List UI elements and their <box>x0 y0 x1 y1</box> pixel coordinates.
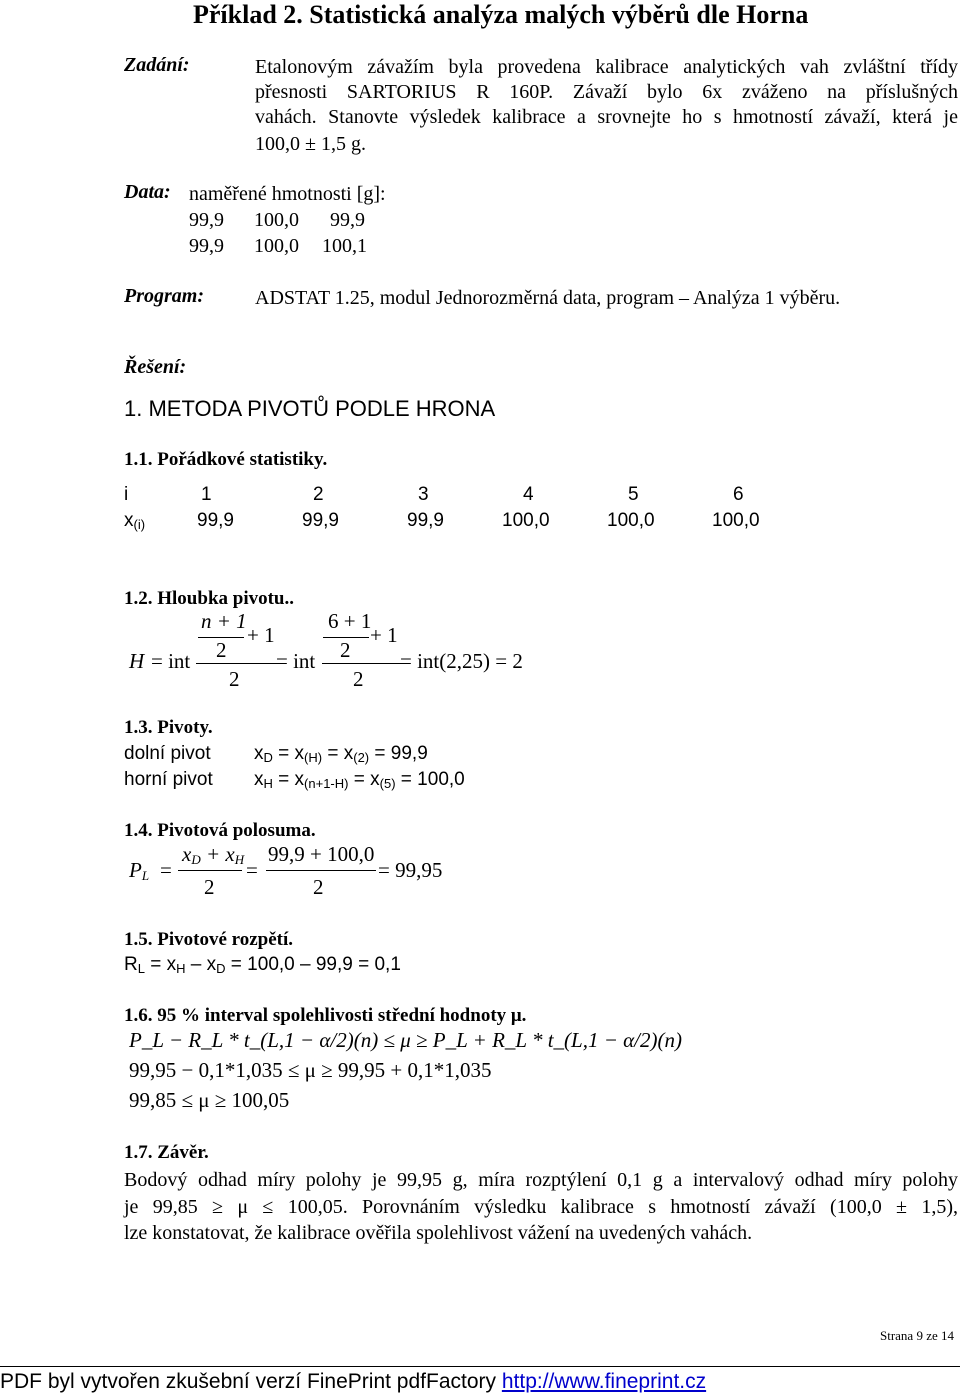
frac2-main-den: 2 <box>353 667 364 691</box>
frac1-plus: + 1 <box>247 623 275 647</box>
data-label: Data: <box>124 181 171 203</box>
data-value: 99,9 <box>189 235 224 257</box>
order-index: 6 <box>733 484 744 505</box>
conclusion-line-2: je 99,85 ≥ μ ≤ 100,05. Porovnáním výsledku kalibrace s hmotností závaží (100,0 ± 1,5), <box>124 1196 958 1218</box>
pl-frac1-bar <box>178 870 242 871</box>
upper-pivot-label: horní pivot <box>124 769 213 790</box>
data-value: 100,0 <box>254 235 299 257</box>
section-1-1-heading: 1.1. Pořádkové statistiky. <box>124 449 328 470</box>
upper-pivot-expr: $x_H = x_{(n+1-H)} = x_{(5)} = 100,0$ <box>254 769 465 791</box>
zadani-line-3: vahách. Stanovte výsledek kalibrace a srovnejte ho s hmotností závaží, která je <box>255 106 958 128</box>
conclusion-line-1: Bodový odhad míry polohy je 99,95 g, míra rozptýlení 0,1 g a intervalový odhad míry polohy <box>124 1169 958 1191</box>
order-index: 3 <box>418 484 429 505</box>
formula-eq2: = int <box>276 649 316 673</box>
page-title: Příklad 2. Statistická analýza malých výběrů dle Horna <box>193 0 809 29</box>
frac2-plus: + 1 <box>370 623 398 647</box>
pl-frac2-num: 99,9 + 100,0 <box>268 842 375 866</box>
data-value: 100,0 <box>254 209 299 231</box>
section-1-3-heading: 1.3. Pivoty. <box>124 717 213 738</box>
data-value: 99,9 <box>330 209 365 231</box>
section-1-4-heading: 1.4. Pivotová polosuma. <box>124 820 316 841</box>
order-value: 100,0 <box>712 510 760 531</box>
data-value: 100,1 <box>322 235 367 257</box>
order-value: 99,9 <box>407 510 444 531</box>
reseni-label: Řešení: <box>124 356 187 378</box>
section-1-6-heading: 1.6. 95 % interval spolehlivosti střední hodnoty μ. <box>124 1005 527 1026</box>
zadani-line-4: 100,0 ± 1,5 g. <box>255 133 366 155</box>
order-index: 2 <box>313 484 324 505</box>
pl-result: = 99,95 <box>378 858 443 882</box>
order-value: 99,9 <box>302 510 339 531</box>
conclusion-line-3: lze konstatovat, že kalibrace ověřila spolehlivost vážení na uvedených vahách. <box>124 1222 753 1244</box>
zadani-label: Zadání: <box>124 54 190 76</box>
frac1-inner-den: 2 <box>216 638 227 662</box>
pl-symbol: $P_L$ <box>129 858 150 883</box>
program-label: Program: <box>124 285 204 307</box>
frac2-inner-den: 2 <box>340 638 351 662</box>
zadani-line-1: Etalonovým závažím byla provedena kalibrace analytických vah zvláštní třídy <box>255 56 958 78</box>
pl-eq2: = <box>246 858 258 882</box>
ci-formula-line-1: P_L − R_L * t_(L,1 − α/2)(n) ≤ μ ≥ P_L + R_L * t_(L,1 − α/2)(n) <box>129 1028 682 1052</box>
data-value: 99,9 <box>189 209 224 231</box>
order-index: 4 <box>523 484 534 505</box>
order-index: 1 <box>201 484 212 505</box>
pl-frac2-bar <box>266 870 376 871</box>
footer <box>0 1370 706 1394</box>
order-value: 100,0 <box>607 510 655 531</box>
page-number: Strana 9 ze 14 <box>879 1328 954 1343</box>
footer-text: PDF byl vytvořen zkušební verzí FinePrint pdfFactory <box>0 1370 502 1393</box>
pl-eq: = <box>160 858 172 882</box>
pl-frac1-den: 2 <box>204 875 215 899</box>
frac2-main-bar <box>322 663 402 664</box>
rl-expr: $R_L = x_H - x_D = 100,0 - 99,9 = 0,1$ <box>124 954 401 976</box>
data-heading: naměřené hmotnosti [g]: <box>189 183 386 205</box>
order-x-label: $x_{(i)}$ <box>124 510 146 532</box>
section-1-2-heading: 1.2. Hloubka pivotu.. <box>124 588 294 609</box>
frac1-inner-num: n + 1 <box>201 609 247 633</box>
frac1-main-bar <box>196 663 278 664</box>
program-text: ADSTAT 1.25, modul Jednorozměrná data, program – Analýza 1 výběru. <box>255 287 841 309</box>
method-heading: 1. METODA PIVOTŮ PODLE HRONA <box>124 396 496 421</box>
section-1-5-heading: 1.5. Pivotové rozpětí. <box>124 929 294 950</box>
order-value: 100,0 <box>502 510 550 531</box>
ci-formula-line-3: 99,85 ≤ μ ≥ 100,05 <box>129 1088 290 1112</box>
order-index: 5 <box>628 484 639 505</box>
order-value: 99,9 <box>197 510 234 531</box>
ci-formula-line-2: 99,95 − 0,1*1,035 ≤ μ ≥ 99,95 + 0,1*1,035 <box>129 1058 492 1082</box>
footer-link[interactable]: http://www.fineprint.cz <box>501 1370 707 1393</box>
pl-frac2-den: 2 <box>313 875 324 899</box>
order-i-label: i <box>124 484 129 505</box>
formula-H: H <box>129 649 145 673</box>
formula-eq1: = int <box>151 649 191 673</box>
zadani-line-2: přesnosti SARTORIUS R 160P. Závaží bylo 6x zváženo na příslušných <box>255 81 958 103</box>
footer-divider <box>0 1366 960 1367</box>
formula-eq3: = int(2,25) = 2 <box>400 649 523 673</box>
lower-pivot-label: dolní pivot <box>124 743 211 764</box>
lower-pivot-expr: $x_D = x_{(H)} = x_{(2)} = 99,9$ <box>254 743 428 765</box>
frac1-main-den: 2 <box>229 667 240 691</box>
frac2-inner-num: 6 + 1 <box>328 609 372 633</box>
pl-frac1-num: $x_D + x_H$ <box>182 842 245 867</box>
section-1-7-heading: 1.7. Závěr. <box>124 1142 209 1163</box>
